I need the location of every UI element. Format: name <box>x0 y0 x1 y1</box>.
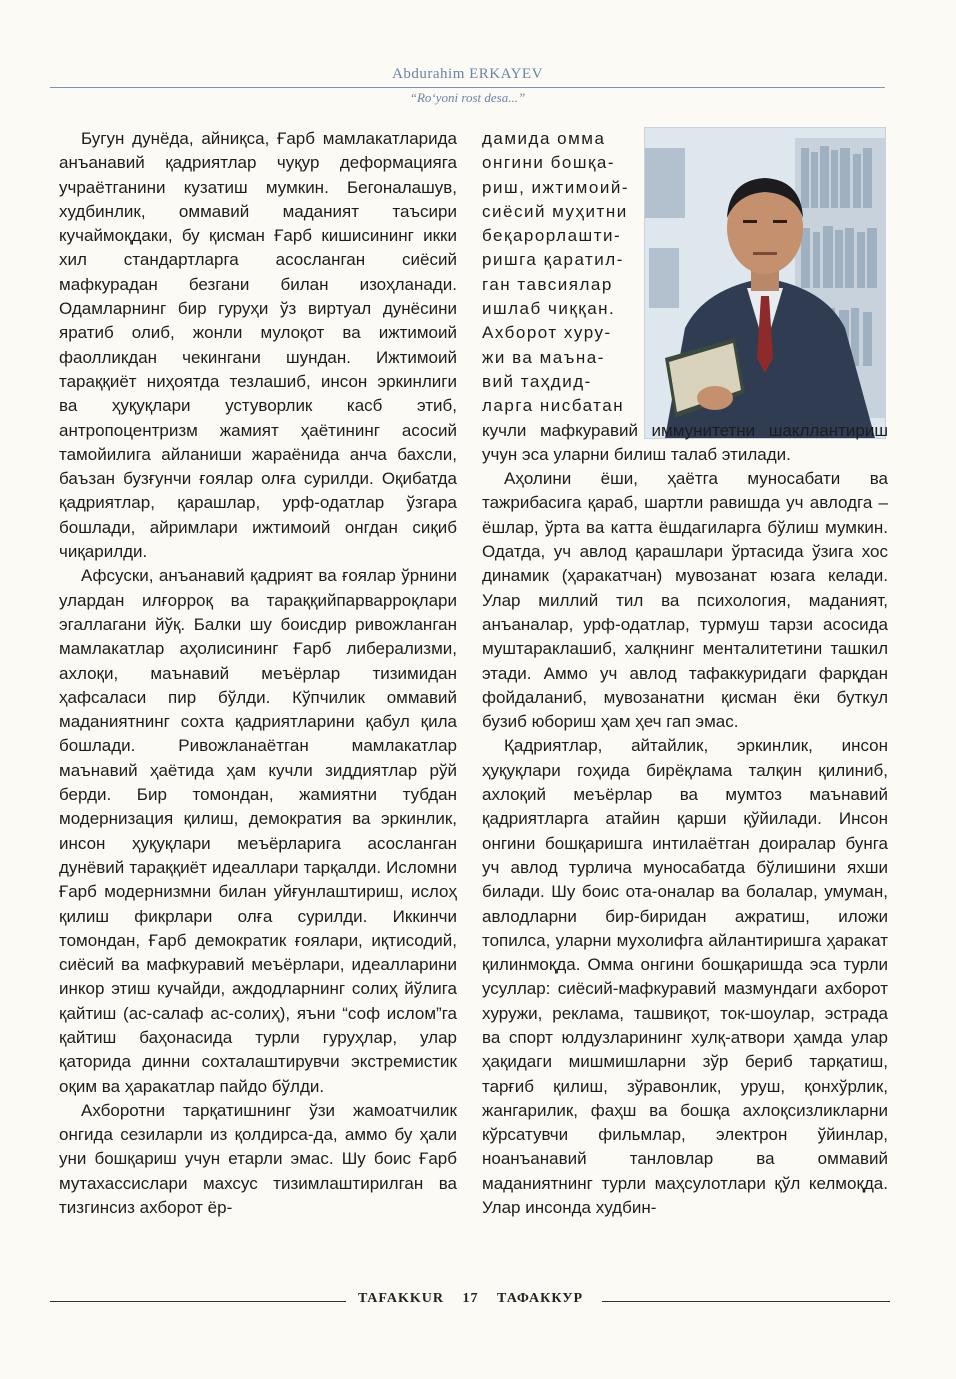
paragraph: Афсуски, анъанавий қадрият ва ғоялар ўрнини улардан илғорроқ ва тараққийпарварроқлари эгаллагани йўқ. Балки шу боисдир ривожланган мамлакатлар аҳолисининг Ғарб либерализми, ахлоқи, маънавий меъёрлар тизимидан ҳафсаласи пир бўлди. Кўпчилик оммавий маданиятнинг сохта қадриятларини қабул қила бошлади. Ривожланаётган мамлакатлар маънавий ҳаётида ҳам кучли зиддиятлар рўй берди. Бир томондан, жамиятни тубдан модернизация қилиш, демократия ва эркинлик, инсон ҳуқуқлари меъёрларига асосланган дунёвий тараққиёт идеаллари тарқалди. Исломни Ғарб модернизмни билан уйғунлаштириш, ислоҳ қилиш фикрлари олға сурилди. Иккинчи томондан, Ғарб демократик ғоялари, иқтисодий, сиёсий ва мафкуравий меъёрлари, идеалларини инкор этиш кучайди, аждодларнинг солиҳ йўлига қайтиш (ас-салаф ас-солиҳ), яъни “соф ислом”га қайтиш баҳонасида турли гуруҳлар, улар қаторида динни сохталаштирувчи экстремистик оқим ва ҳаракатлар пайдо бўлди. <box>59 566 457 1096</box>
text-line: беқарорлашти- <box>482 226 622 246</box>
footer-text <box>358 1291 597 1307</box>
text-line: риш, ижтимоий- <box>482 177 629 197</box>
paragraph: Ахборотни тарқатишнинг ўзи жамоатчилик онгида сезиларли из қолдирса-да, аммо бу ҳали уни бошқариш учун етарли эмас. Шу боис Ғарб мутахассислари махсус тизимлаштирилган ва тизгинсиз ахборот ёр- <box>59 1100 457 1218</box>
footer-magazine-latin: TAFAKKUR <box>358 1291 445 1306</box>
text-line: Ахборот хуру- <box>482 323 612 343</box>
header-author: Abdurahim ERKAYEV <box>392 66 543 82</box>
footer-rule-right <box>602 1301 890 1302</box>
footer-magazine-cyrillic: ТАФАККУР <box>497 1291 584 1306</box>
header-rule <box>50 87 885 88</box>
text-line: ришга қаратил- <box>482 250 624 270</box>
footer-rule-left <box>50 1301 346 1302</box>
text-line: ган тавсиялар <box>482 274 613 294</box>
page-footer <box>50 1291 890 1311</box>
running-header <box>50 66 885 106</box>
text-line: сиёсий муҳитни <box>482 201 628 221</box>
paragraph: Бугун дунёда, айниқса, Ғарб мамлакатларида анъанавий қадриятлар чуқур деформацияга учраётганини кузатиш мумкин. Бегоналашув, худбинлик, оммавий маданият таъсири кучаймоқдаки, бу қисман Ғарб кишисининг икки хил стандартларга асосланган сиёсий мафкурадан безгани билан изоҳланади. Одамларнинг бир гуруҳи ўз виртуал дунёсини яратиб олиб, жонли мулоқот ва ижтимоий фаолликдан чекингани шундан. Ижтимоий тараққиёт ниҳоятда тезлашиб, инсон эркинлиги ва ҳуқуқлари устуворлик касб этиб, антропоцентризм жамият ҳаётининг асосий тамойилига айланиши жараёнида анча бахсли, баъзан бузғунчи ғоялар олға сурилди. Оқибатда қадриятлар, қарашлар, урф-одатлар ўзгара бошлади, айримлари ижтимоий онгдан сиқиб чиқарилди. <box>59 129 457 562</box>
left-column <box>59 127 457 1220</box>
text-line: жи ва маъна- <box>482 347 605 367</box>
header-subtitle: “Ro‘yoni rost desa...” <box>409 90 526 105</box>
wrap-around-photo <box>482 127 632 419</box>
text-line: онгини бошқа- <box>482 153 616 173</box>
right-column <box>482 127 888 1220</box>
page-number: 17 <box>462 1291 479 1306</box>
text-line: дамида омма <box>482 129 606 148</box>
paragraph: Аҳолини ёши, ҳаётга муносабати ва тажрибасига қараб, шартли равишда уч авлодга – ёшлар, ўрта ва катта ёшдагиларга бўлиш мумкин. Одатда, уч авлод қарашлари ўртасида ўзига хос динамик (ҳаракатчан) мувозанат юзага келади. Улар миллий тил ва психология, маданият, анъаналар, урф-одатлар, турмуш тарзи асосида муштараклашиб, халқнинг менталитетини ташкил этади. Аммо уч авлод тафаккуридаги фарқдан фойдаланиб, мувозанатни қисман ёки буткул бузиб юбориш ҳам ҳеч гап эмас. <box>482 469 888 732</box>
text-line: ишлаб чиққан. <box>482 299 616 319</box>
text-line: вий таҳдид- <box>482 371 592 391</box>
paragraph: Қадриятлар, айтайлик, эркинлик, инсон ҳуқуқлари гоҳида бирёқлама талқин қилиниб, ахлоқий меъёрлар ва мумтоз маънавий қадриятларга атайин қарши қўйилади. Инсон онгини бошқаришга интилаётган доиралар бунга уч авлод турлича муносабатда бўлишини яхши билади. Шу боис ота-оналар ва болалар, умуман, авлодларни бир-биридан ажратиш, иложи топилса, уларни мухолифга айлантиришга ҳаракат қилинмоқда. Омма онгини бошқаришда эса турли усуллар: сиёсий-мафкуравий мазмундаги ахборот хуружи, реклама, ташвиқот, ток-шоулар, эстрада ва спорт юлдузларининг хулқ-атвори ҳамда улар ҳақидаги мишмишларни зўр бериб тарқатиш, тарғиб қилиш, зўравонлик, уруш, қонхўрлик, жангарилик, фаҳш ва бошқа ахлоқсизликларни кўрсатувчи фильмлар, электрон ўйинлар, ноанъанавий танловлар ва оммавий маданиятнинг турли маҳсулотлари қўл келмоқда. Улар инсонда худбин- <box>482 736 888 1218</box>
text-line: ларга нисбатан <box>482 396 625 416</box>
paragraph: кучли мафкуравий иммунитетни шакллантириш учун эса уларни билиш талаб этилади. <box>482 420 888 464</box>
